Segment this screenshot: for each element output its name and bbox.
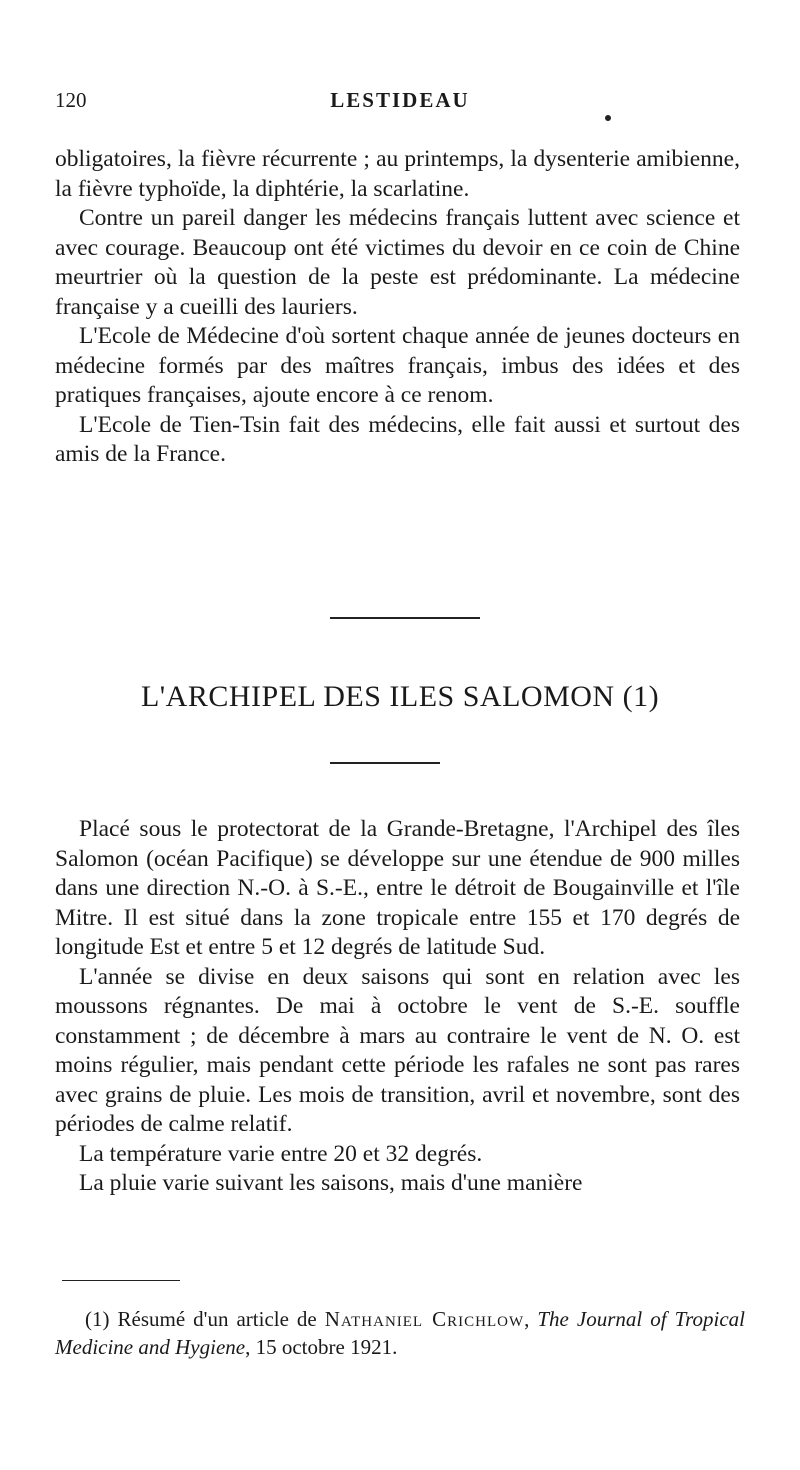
footnote-author: Nathaniel Crichlow	[324, 1307, 525, 1331]
ink-dot	[605, 115, 611, 121]
section-title: L'ARCHIPEL DES ILES SALOMON (1)	[140, 680, 660, 713]
paragraph: obligatoires, la fièvre récurrente ; au printemps, la dysenterie amibienne, la fièvre typhoïde, la diphtérie, la scarlatine.	[55, 146, 740, 202]
top-text-block	[55, 145, 740, 470]
section-divider	[330, 617, 480, 619]
paragraph: La pluie varie suivant les saisons, mais d'une manière	[79, 1170, 583, 1196]
paragraph: Placé sous le protectorat de la Grande-Bretagne, l'Archipel des îles Salomon (océan Pacifique) se développe sur une étendue de 900 milles dans une direction N.-O. à S.-E., entre le détroit de Bougainville et l'île Mitre. Il est situé dans la zone tropicale entre 155 et 170 degrés de longitude Est et entre 5 et 12 degrés de latitude Sud.	[55, 816, 740, 960]
footnote-date: , 15 octobre 1921.	[245, 1335, 398, 1359]
paragraph: Contre un pareil danger les médecins français luttent avec science et avec courage. Beaucoup ont été victimes du devoir en ce coin de Chine meurtrier où la question de la peste est prédominante. La médecine française y a cueilli des lauriers.	[55, 205, 740, 320]
footnote-journal: The Journal of Tropical Medicine and Hygiene	[55, 1307, 745, 1359]
footnote	[55, 1305, 745, 1361]
paragraph: La température varie entre 20 et 32 degrés.	[79, 1140, 483, 1167]
footnote-separator: ,	[524, 1307, 538, 1331]
title-underline	[330, 762, 440, 764]
footnote-text: (1) Résumé d'un article de	[85, 1307, 325, 1331]
main-text-block	[55, 815, 740, 1199]
paragraph: L'année se divise en deux saisons qui sont en relation avec les moussons régnantes. De mai à octobre le vent de S.-E. souffle constamment ; de décembre à mars au contraire le vent de N. O. est moins régulier, mais pendant cette période les rafales ne sont pas rares avec grains de pluie. Les mois de transition, avril et novembre, sont des périodes de calme relatif.	[55, 963, 740, 1137]
running-header	[55, 88, 745, 118]
paragraph: L'Ecole de Médecine d'où sortent chaque année de jeunes docteurs en médecine formés par des maîtres français, imbus des idées et des pratiques françaises, ajoute encore à ce renom.	[55, 323, 740, 408]
running-title: LESTIDEAU	[330, 88, 470, 112]
page-number: 120	[55, 88, 87, 112]
paragraph: L'Ecole de Tien-Tsin fait des médecins, elle fait aussi et surtout des amis de la France.	[55, 411, 740, 467]
footnote-rule	[62, 1280, 180, 1281]
